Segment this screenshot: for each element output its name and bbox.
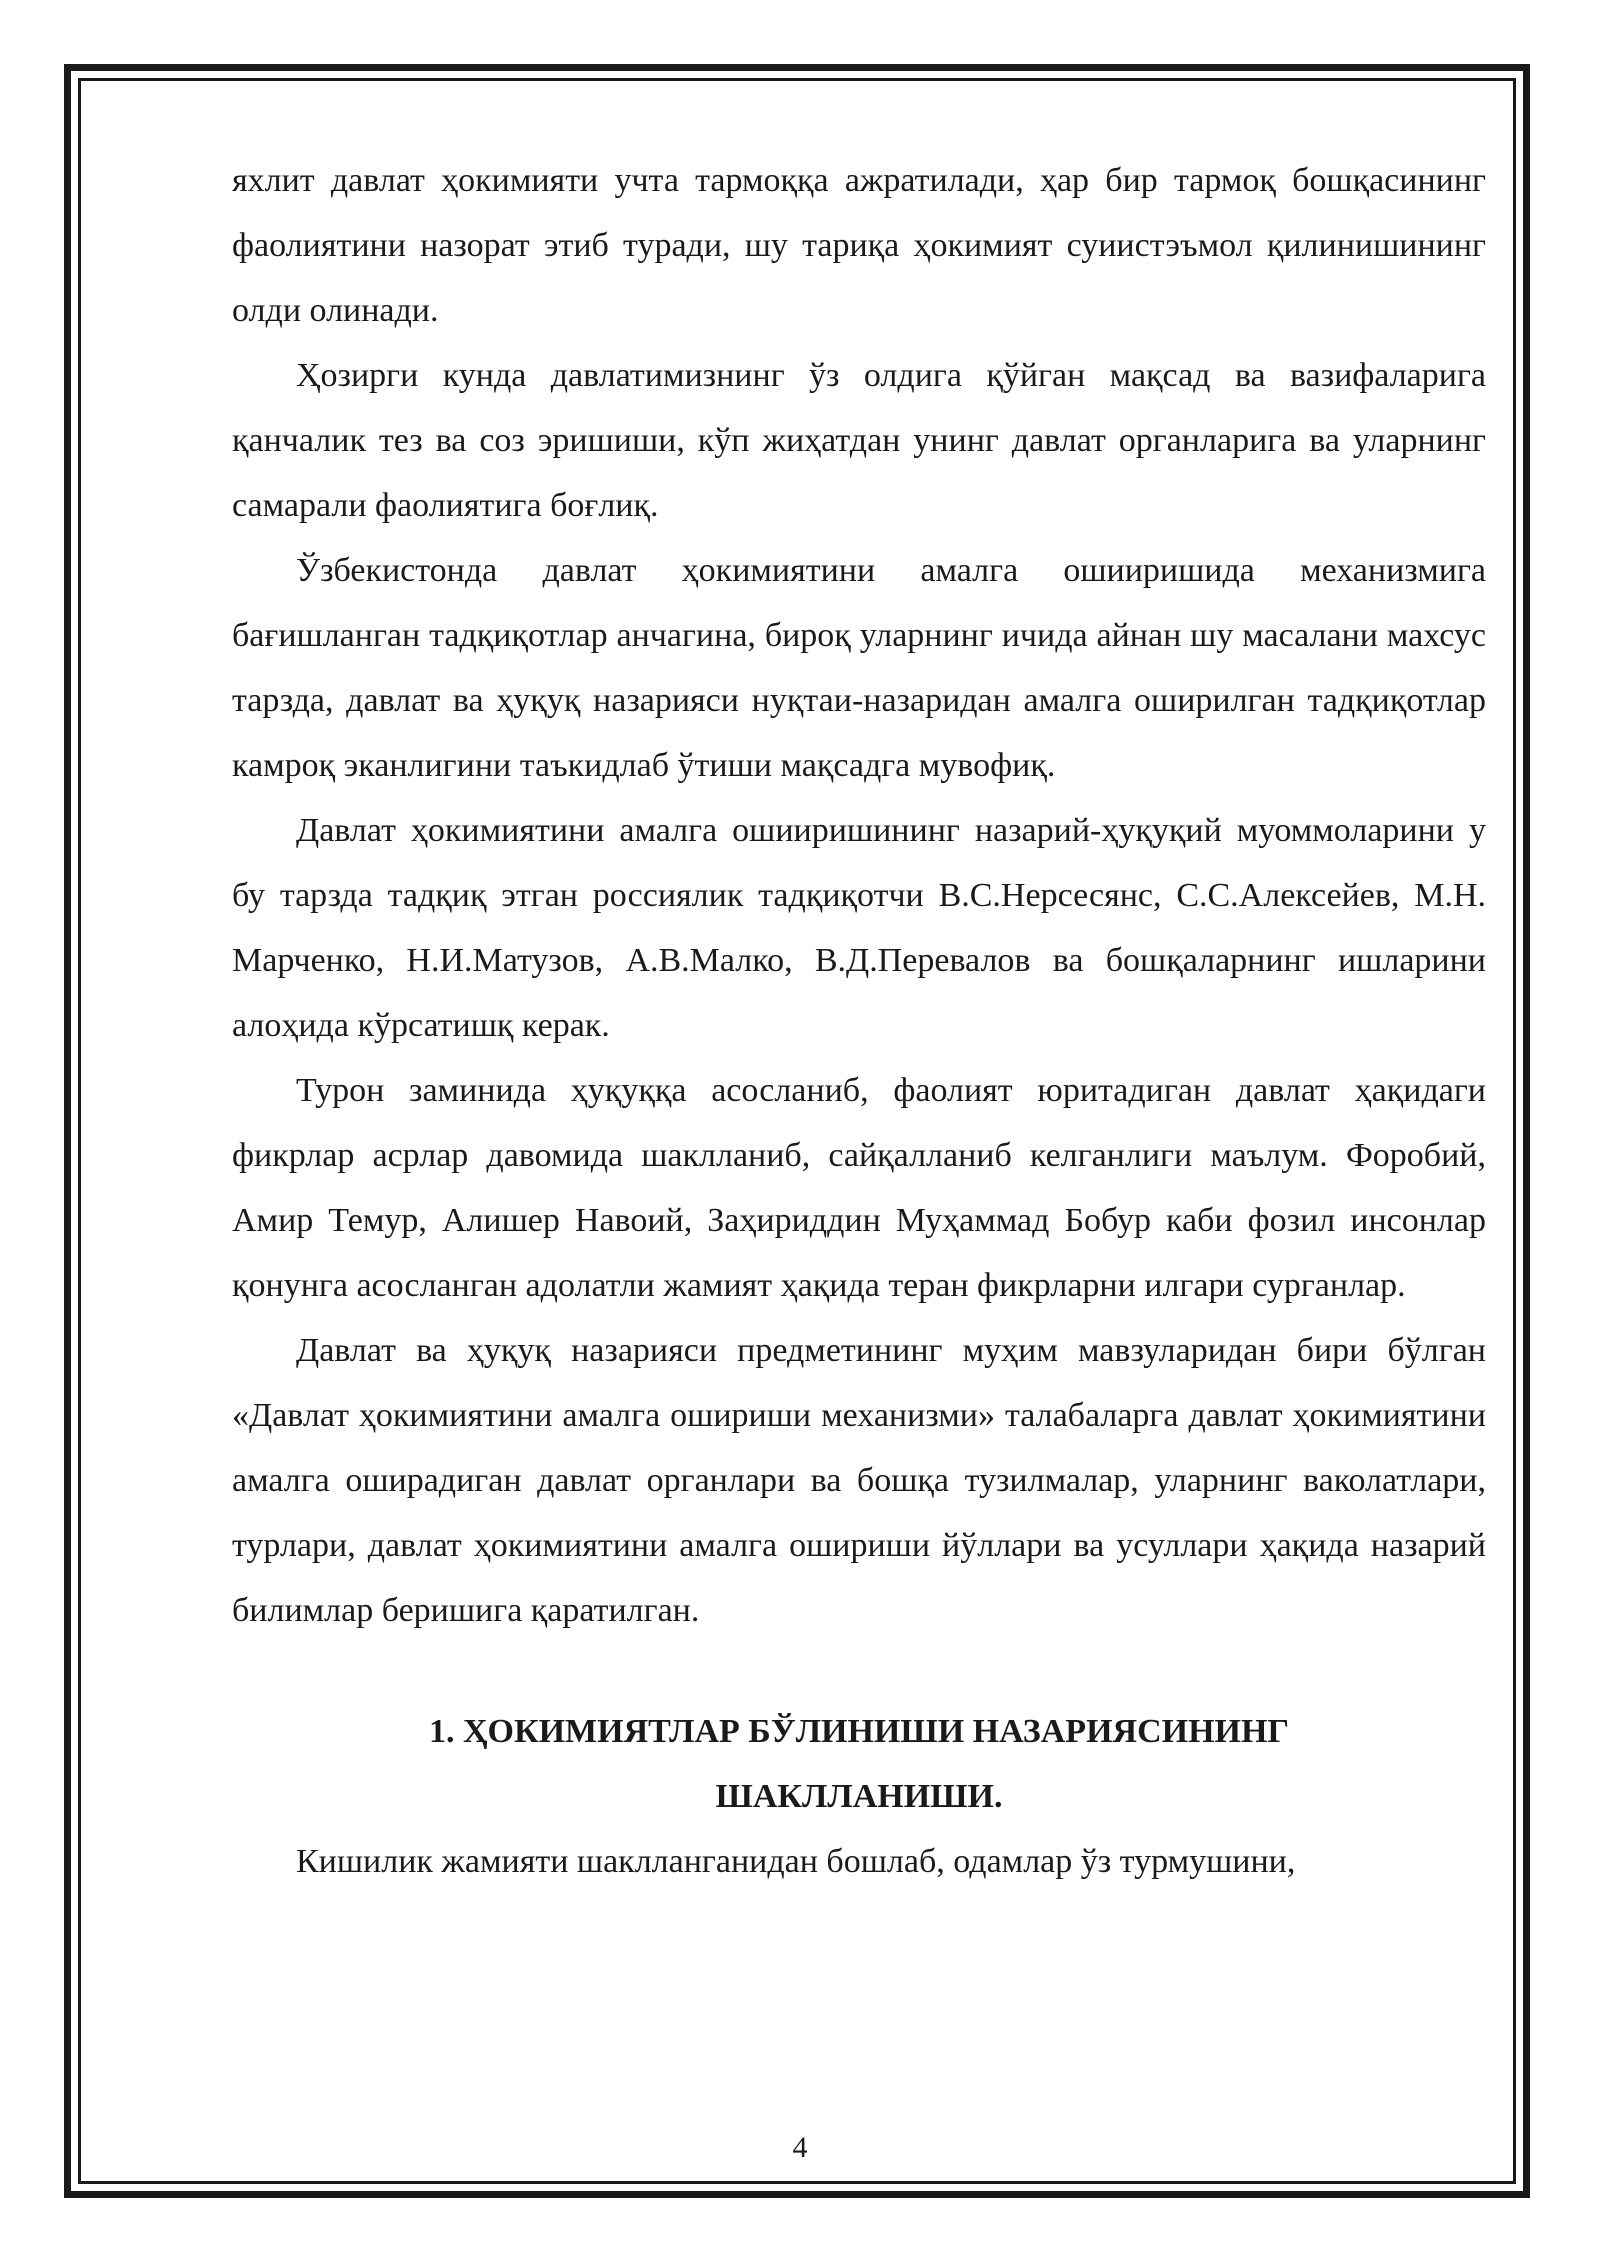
document-body [232,148,1486,1894]
section-heading-line-1: 1. ҲОКИМИЯТЛАР БЎЛИНИШИ НАЗАРИЯСИНИНГ [428,1713,1290,1750]
paragraph: Ўзбекистонда давлат ҳокимиятини амалга ошииришида механизмига бағишланган тадқиқотлар анчагина, бироқ уларнинг ичида айнан шу масалани махсус тарзда, давлат ва ҳуқуқ назарияси нуқтаи-назаридан амалга оширилган тадқиқотлар камроқ эканлигини таъкидлаб ўтиши мақсадга мувофиқ. [232,552,1486,784]
paragraph: Ҳозирги кунда давлатимизнинг ўз олдига қўйган мақсад ва вазифаларига қанчалик тез ва соз эришиши, кўп жиҳатдан унинг давлат органларига ва уларнинг самарали фаолиятига боғлиқ. [232,357,1486,524]
page-number: 4 [792,2131,808,2164]
section-heading [232,1699,1486,1829]
section-heading-line-2: ШАКЛЛАНИШИ. [715,1778,1003,1815]
paragraph-continuation: яхлит давлат ҳокимияти учта тармоққа ажратилади, ҳар бир тармоқ бошқасининг фаолиятини назорат этиб туради, шу тариқа ҳокимият суиистэъмол қилинишининг олди олинади. [232,162,1486,329]
paragraph-last: Кишилик жамияти шаклланганидан бошлаб, одамлар ўз турмушини, [296,1843,1296,1880]
paragraph: Давлат ҳокимиятини амалга ошииришининг назарий-ҳуқуқий муоммоларини у бу тарзда тадқиқ этган россиялик тадқиқотчи В.С.Нерсесянс, С.С.Алексейев, М.Н. Марченко, Н.И.Матузов, А.В.Малко, В.Д.Перевалов ва бошқаларнинг ишларини алоҳида кўрсатишқ керак. [232,812,1486,1044]
paragraph: Турон заминида ҳуқуққа асосланиб, фаолият юритадиган давлат ҳақидаги фикрлар асрлар давомида шаклланиб, сайқалланиб келганлиги маълум. Форобий, Амир Темур, Алишер Навоий, Заҳириддин Муҳаммад Бобур каби фозил инсонлар қонунга асосланган адолатли жамият ҳақида теран фикрларни илгари сурганлар. [232,1072,1486,1304]
paragraph: Давлат ва ҳуқуқ назарияси предметининг муҳим мавзуларидан бири бўлган «Давлат ҳокимиятини амалга ошириши механизми» талабаларга давлат ҳокимиятини амалга оширадиган давлат органлари ва бошқа тузилмалар, уларнинг ваколатлари, турлари, давлат ҳокимиятини амалга ошириши йўллари ва усуллари ҳақида назарий билимлар беришига қаратилган. [232,1332,1486,1629]
